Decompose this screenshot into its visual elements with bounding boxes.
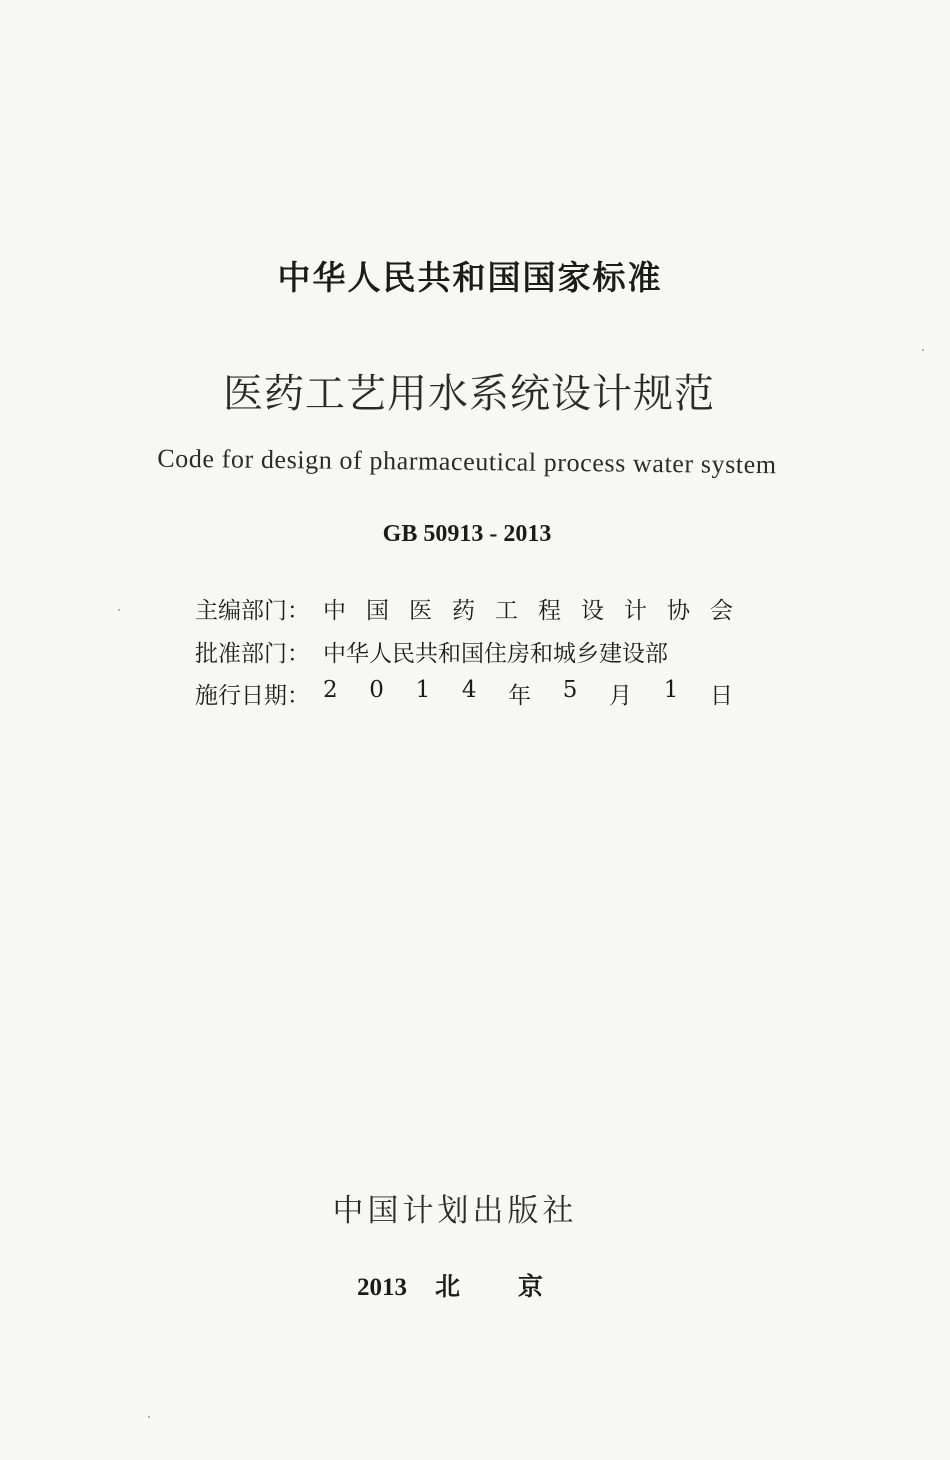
effective-date-row bbox=[195, 673, 755, 713]
approver-department-label: 批准部门： bbox=[195, 640, 310, 667]
editor-char: 医 bbox=[409, 597, 432, 624]
approver-department-row bbox=[195, 631, 755, 671]
editor-char: 会 bbox=[710, 597, 733, 624]
date-part: 年 bbox=[508, 682, 532, 709]
editor-char: 设 bbox=[581, 597, 604, 624]
effective-date-label: 施行日期： bbox=[195, 682, 310, 709]
date-part: 5 bbox=[562, 676, 578, 703]
editor-char: 国 bbox=[366, 597, 389, 624]
date-part: 日 bbox=[709, 682, 733, 709]
editor-char: 药 bbox=[452, 597, 475, 624]
approver-department-value: 中华人民共和国住房和城乡建设部 bbox=[323, 640, 668, 667]
date-part: 0 bbox=[369, 676, 384, 703]
publication-year: 2013 bbox=[357, 1274, 407, 1301]
editor-department-label: 主编部门： bbox=[195, 597, 310, 624]
scan-speck bbox=[922, 349, 924, 351]
publisher-name: 中国计划出版社 bbox=[332, 1193, 578, 1229]
effective-date-value bbox=[323, 677, 733, 710]
editor-department-row bbox=[195, 588, 755, 628]
editor-char: 程 bbox=[538, 597, 561, 624]
publication-info bbox=[357, 1267, 601, 1303]
standard-code: GB 50913 - 2013 bbox=[382, 521, 552, 547]
main-title: 医药工艺用水系统设计规范 bbox=[223, 371, 715, 417]
date-part: 1 bbox=[415, 676, 431, 703]
date-part: 4 bbox=[461, 676, 477, 703]
english-title: Code for design of pharmaceutical process water system bbox=[157, 443, 777, 480]
editor-department-value bbox=[323, 592, 733, 625]
editor-char: 计 bbox=[624, 597, 647, 624]
scan-speck bbox=[148, 1416, 150, 1418]
editor-char: 协 bbox=[667, 597, 690, 624]
date-part: 月 bbox=[609, 682, 633, 709]
editor-char: 中 bbox=[323, 597, 346, 624]
editor-char: 工 bbox=[495, 597, 518, 624]
scan-speck bbox=[118, 609, 120, 611]
date-part: 2 bbox=[323, 676, 338, 703]
publication-city: 北京 bbox=[435, 1272, 602, 1301]
series-title: 中华人民共和国国家标准 bbox=[277, 258, 663, 297]
date-part: 1 bbox=[663, 676, 679, 703]
